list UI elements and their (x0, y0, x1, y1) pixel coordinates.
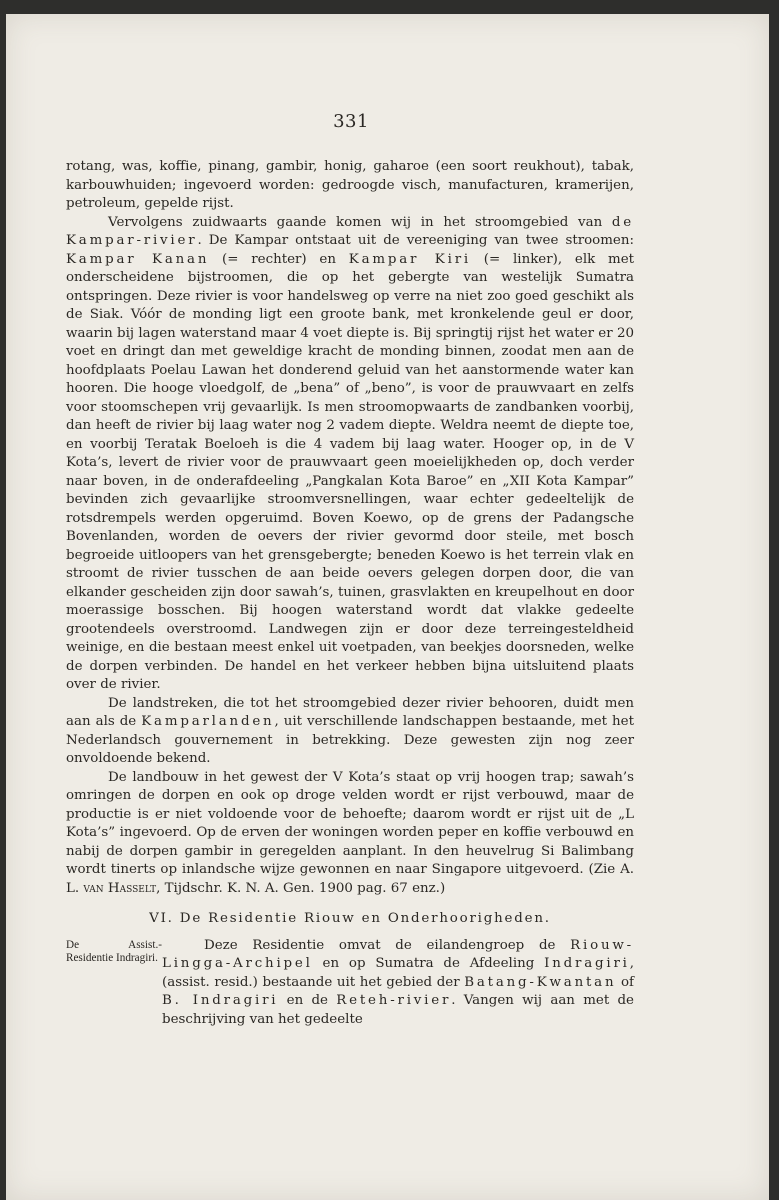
text-run: Deze Residentie omvat de eilandengroep de (204, 937, 571, 953)
text-run: rotang, was, koffie, pinang, gambir, honig, gaharoe (een soort reukhout), tabak, karbouwhuiden; ingevoerd worden: gedroogde visch, manufacturen, kramerijen, petroleum, gepelde rijst. (66, 159, 634, 211)
margin-note: De Assist.-Residentie Indragiri. (66, 938, 162, 964)
text-run: , (assist. resid.) bestaande uit het gebied der (162, 956, 634, 990)
section-heading: VI. De Residentie Riouw en Onderhoorigheden. (149, 911, 551, 926)
text-run: en de (278, 993, 337, 1008)
text-run: , uit verschillende landschappen bestaande, met het Nederlandsch gouvernement in betrekking. Deze gewesten zijn nog zeer onvoldoende bekend. (66, 714, 634, 766)
residentie-block (66, 937, 634, 1030)
paragraph-5 (162, 937, 634, 1030)
text-run: en op Sumatra de Afdeeling (312, 956, 545, 971)
text-run: Vervolgens zuidwaarts gaande komen wij in het stroomgebied van (108, 214, 612, 230)
paragraph-1 (66, 158, 634, 214)
emphasized-text: van Hasselt (83, 880, 157, 896)
text-run: . De Kampar ontstaat uit de vereeniging van twee stroomen: (197, 233, 634, 248)
text-run: De landstreken, die tot het stroomgebied dezer rivier behooren, duidt men aan als de (66, 695, 634, 729)
emphasized-text: Indragiri (544, 956, 630, 971)
text-run: De landbouw in het gewest der V Kota’s staat op vrij hoogen trap; sawah’s omringen de dorpen en ook op droge velden wordt er rijst verbouwd, maar de productie is er niet voldoende voor de behoefte; daarom wordt er rijst uit de „L Kota’s” ingevoerd. Op de erven der woningen worden peper en koffie verbouwd en nabij de dorpen gambir in geregelden aanplant. In den heuvelrug Si Balimbang wordt tinerts op inlandsche wijze gewonnen en naar Singapore uitgevoerd. (Zie A. L. (66, 769, 634, 896)
emphasized-text: Kampar Kiri (348, 251, 471, 267)
text-run: (= rechter) en (209, 251, 349, 267)
text-run: (= linker), elk met onderscheidene bijstroomen, die op het gebergte van westelijk Sumatra ontspringen. Deze rivier is voor handelsweg op verre na niet zoo goed geschikt als de Siak. Vóór de monding ligt een groote bank, met kronkelende geul er door, waarin bij lagen waterstand maar 4 voet diepte is. Bij springtij rijst het water er 20 voet en dringt dan met geweldige kracht de monding binnen, zoodat men aan de hoofdplaats Poelau Lawan het donderend geluid van het aanstormende water kan hooren. Die hooge vloedgolf, de „bena” of „beno”, is voor de prauwvaart en zelfs voor stoomschepen vrij gevaarlijk. Is men stroomopwaarts de zandbanken voorbij, dan heeft de rivier bij laag water nog 2 vadem diepte. Weldra neemt de diepte toe, en voorbij Teratak Boeloeh is die 4 vadem bij laag water. Hooger op, in de V Kota’s, levert de rivier voor de prauwvaart geen moeielijkheden op, doch verder naar boven, in de onderafdeeling „Pangkalan Kota Baroe” en „XII Kota Kampar” bevinden zich gevaarlijke stroomversnellingen, waar echter gedeeltelijk de rotsdrempels werden opgeruimd. Boven Koewo, op de grens der Padangsche Bovenlanden, worden de oevers der rivier gevormd door steile, met bosch begroeide uitloopers van het grensgebergte; beneden Koewo is het terrein vlak en stroomt de rivier tusschen de aan beide oevers gelegen dorpen door, die van elkander gescheiden zijn door sawah’s, tuinen, grasvlakten en kreupelhout en door moerassige bosschen. Bij hoogen waterstand wordt dat vlakke gedeelte grootendeels overstroomd. Landwegen zijn er door deze terreingesteldheid weinige, en die bestaan meest enkel uit voetpaden, van beekjes doorsneden, welke de dorpen verbinden. De handel en het verkeer hebben bijna uitsluitend plaats over de rivier. (66, 251, 635, 692)
text-run: of (616, 974, 634, 990)
emphasized-text: B. Indragiri (162, 993, 279, 1008)
emphasized-text: Kamparlanden (141, 714, 275, 729)
paragraph-2 (66, 214, 634, 695)
emphasized-text: Batang-Kwantan (464, 974, 617, 990)
paragraph-3 (66, 695, 634, 769)
emphasized-text: Riouw-Lingga-Archipel (162, 937, 634, 971)
text-run: . Vangen wij aan met de beschrijving van het gedeelte (162, 993, 634, 1027)
paragraph-4 (66, 769, 634, 899)
page-number: 331 (333, 111, 369, 132)
body-text (66, 158, 634, 1029)
emphasized-text: de Kampar-rivier (66, 214, 634, 248)
text-run: , Tijdschr. K. N. A. Gen. 1900 pag. 67 enz.) (156, 880, 446, 896)
emphasized-text: Kampar Kanan (66, 251, 210, 267)
emphasized-text: Reteh-rivier (336, 993, 452, 1008)
book-page (6, 14, 769, 1200)
